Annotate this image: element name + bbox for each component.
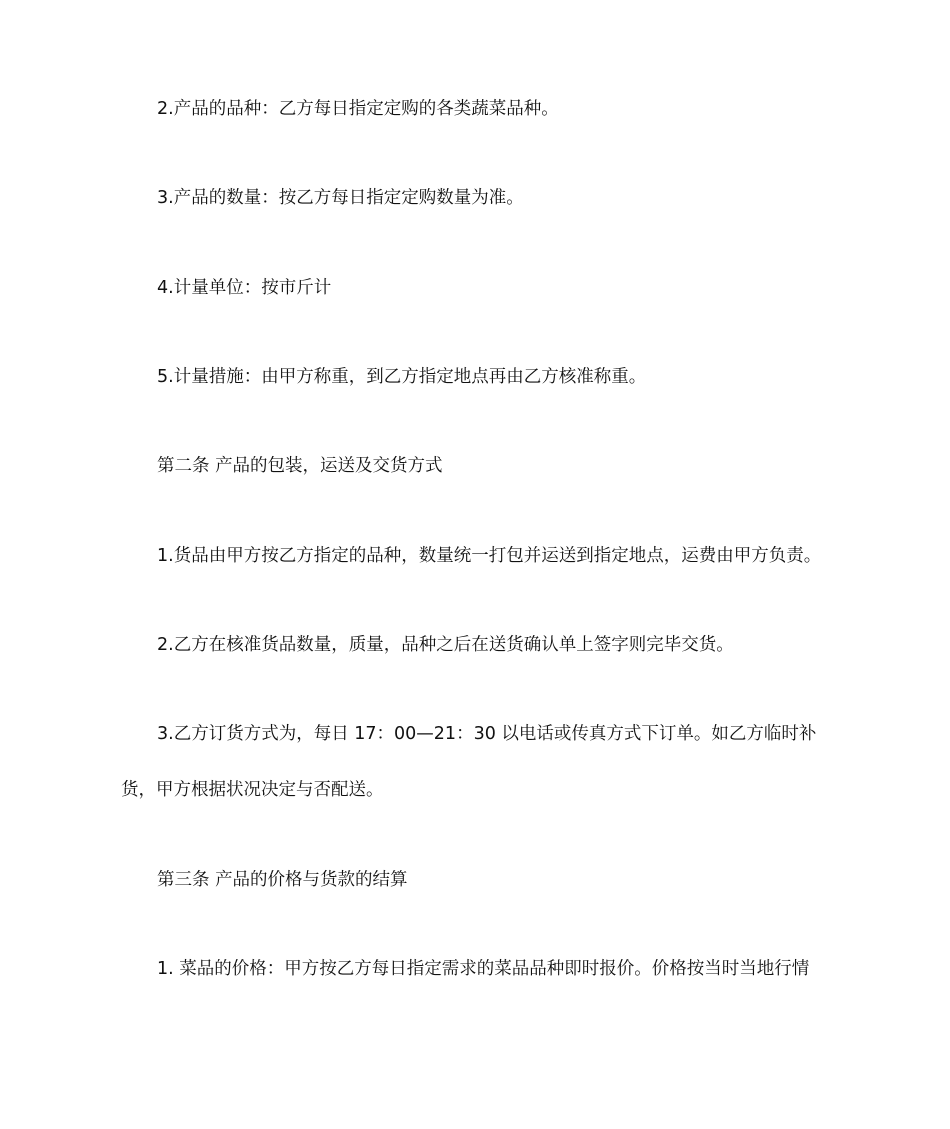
section-heading-3: 第三条 产品的价格与货款的结算 xyxy=(157,870,408,890)
clause-1-item-2: 2.产品的品种：乙方每日指定定购的各类蔬菜品种。 xyxy=(157,99,559,119)
clause-1-item-5: 5.计量措施：由甲方称重，到乙方指定地点再由乙方核准称重。 xyxy=(157,367,647,387)
clause-2-item-3: 3.乙方订货方式为，每日 17：00—21：30 以电话或传真方式下订单。如乙方临时补 xyxy=(157,724,817,744)
clause-2-item-2: 2.乙方在核准货品数量，质量，品种之后在送货确认单上签字则完毕交货。 xyxy=(157,635,734,655)
clause-1-item-4: 4.计量单位：按市斤计 xyxy=(157,278,332,298)
section-heading-2: 第二条 产品的包装，运送及交货方式 xyxy=(157,456,443,476)
clause-3-item-1: 1. 菜品的价格：甲方按乙方每日指定需求的菜品品种即时报价。价格按当时当地行情 xyxy=(157,959,810,979)
clause-2-item-1: 1.货品由甲方按乙方指定的品种，数量统一打包并运送到指定地点，运费由甲方负责。 xyxy=(157,546,822,566)
clause-1-item-3: 3.产品的数量：按乙方每日指定定购数量为准。 xyxy=(157,188,524,208)
clause-2-item-3-continued: 货，甲方根据状况决定与否配送。 xyxy=(121,780,384,800)
